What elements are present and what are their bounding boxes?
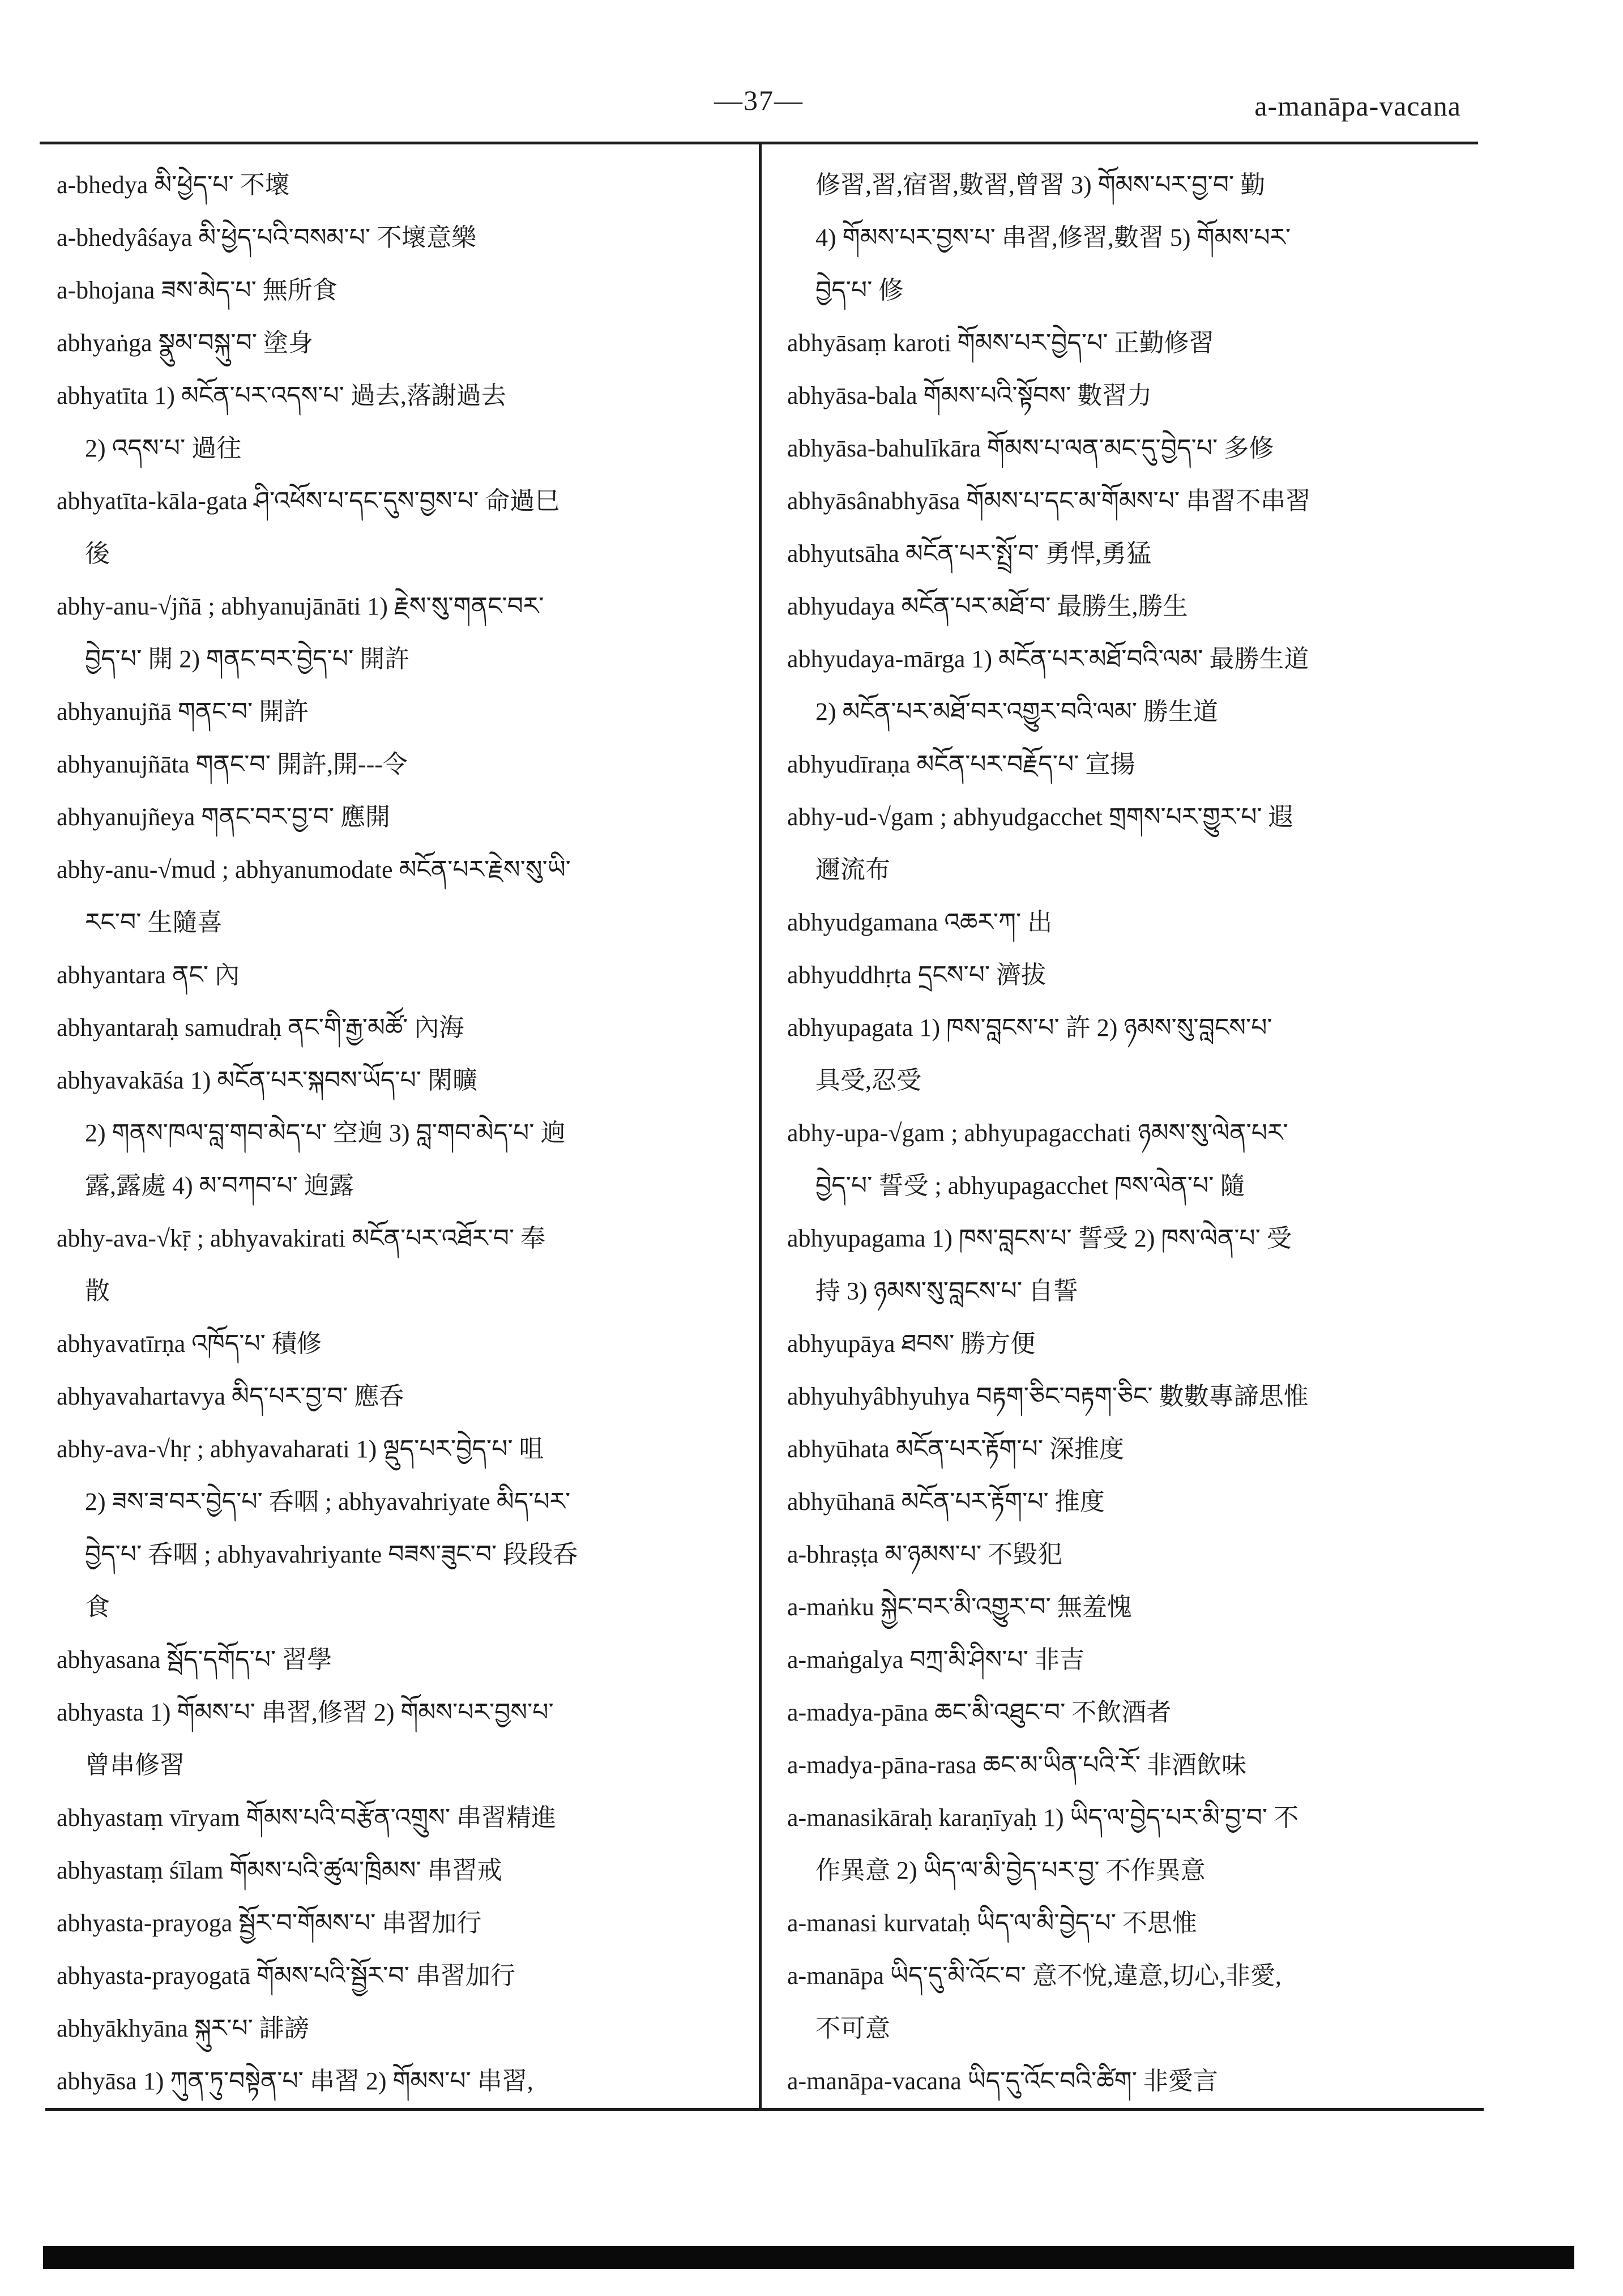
dictionary-line: abhyasana སྦོད་དགོད་པ་ 習學 [57,1646,332,1674]
running-head: a-manāpa-vacana [1254,90,1461,122]
dictionary-line: abhyantaraḥ samudraḥ ནང་གི་རྒྱ་མཚོ་ 內海 [57,1014,464,1042]
dictionary-line: 露,露處 4) མ་བཀབ་པ་ 逈露 [85,1172,354,1200]
dictionary-line: a-manasi kurvataḥ ཡིད་ལ་མི་བྱེད་པ་ 不思惟 [787,1909,1197,1937]
dictionary-line: a-manāpa-vacana ཡིད་དུ་འོང་བའི་ཚིག་ 非愛言 [787,2067,1218,2095]
dictionary-line: a-bhraṣṭa མ་ཉམས་པ་ 不毀犯 [787,1540,1063,1568]
dictionary-line: 食 [85,1593,110,1621]
dictionary-line: 2) ཟས་ཟ་བར་བྱེད་པ་ 呑咽 ; abhyavahriyate མིད་པར་ [85,1488,571,1516]
dictionary-line: a-manasikāraḥ karaṇīyaḥ 1) ཡིད་ལ་བྱེད་པར་མི་བྱ་བ་ 不 [787,1804,1299,1832]
dictionary-line: 不可意 [815,2015,890,2042]
dictionary-line: a-bhedya མི་ཕྱེད་པ་ 不壞 [57,171,290,199]
dictionary-line: abhy-anu-√jñā ; abhyanujānāti 1) རྗེས་སུ་གནང་བར་ [57,592,544,620]
dictionary-line: abhyanujñeya གནང་བར་བྱ་བ་ 應開 [57,803,391,831]
dictionary-line: abhy-ud-√gam ; abhyudgacchet གྲགས་པར་གྱུར་པ་ 遐 [787,803,1293,831]
page-number: —37— [714,84,804,116]
dictionary-line: རང་བ་ 生隨喜 [85,908,223,936]
dictionary-line: abhyantara ནང་ 內 [57,961,240,989]
dictionary-line: abhyasta-prayoga སྦྱོར་བ་གོམས་པ་ 串習加行 [57,1909,482,1937]
dictionary-line: a-madya-pāna ཆང་མི་འཐུང་བ་ 不飲酒者 [787,1698,1172,1726]
dictionary-line: 持 3) ཉམས་སུ་བླངས་པ་ 自誓 [815,1277,1078,1305]
dictionary-line: abhyanujñā གནང་བ་ 開許 [57,698,309,725]
dictionary-line: abhyastaṃ vīryam གོམས་པའི་བརྩོན་འགྲུས་ 串習精進 [57,1804,557,1832]
bottom-band [43,2246,1574,2269]
dictionary-line: abhyuddhṛta དྲངས་པ་ 濟拔 [787,961,1047,989]
dictionary-line: abhyūhanā མངོན་པར་རྟོག་པ་ 推度 [787,1488,1105,1516]
dictionary-line: abhyākhyāna སྐུར་པ་ 誹謗 [57,2015,309,2042]
dictionary-line: abhyatīta 1) མངོན་པར་འདས་པ་ 過去,落謝過去 [57,382,506,409]
dictionary-line: abhyupagama 1) ཁས་བླངས་པ་ 誓受 2) ཁས་ལེན་པ་ 受 [787,1224,1292,1252]
dictionary-line: a-manāpa ཡིད་དུ་མི་འོང་བ་ 意不悅,違意,切心,非愛, [787,1962,1282,1990]
dictionary-line: abhy-ava-√hṛ ; abhyavaharati 1) ལྡུད་པར་བྱེད་པ་ 咀 [57,1435,544,1463]
dictionary-line: a-maṅku སྐྱེང་བར་མི་འགྱུར་བ་ 無羞愧 [787,1593,1132,1621]
dictionary-line: བྱེད་པ་ 修 [815,276,904,304]
dictionary-line: བྱེད་པ་ 開 2) གནང་བར་བྱེད་པ་ 開許 [85,645,410,673]
dictionary-line: a-maṅgalya བཀྲ་མི་ཤིས་པ་ 非吉 [787,1646,1084,1674]
dictionary-line: 2) གནས་ཁལ་བླ་གབ་མེད་པ་ 空逈 3) བླ་གབ་མེད་པ་ 逈 [85,1119,566,1147]
dictionary-line: བྱེད་པ་ 呑咽 ; abhyavahriyante བཟས་ཟུང་བ་ 段段呑 [85,1540,578,1568]
dictionary-line: abhy-ava-√kṝ ; abhyavakirati མངོན་པར་འཐོར་བ་ 奉 [57,1224,546,1252]
dictionary-line: 邇流布 [815,856,890,884]
dictionary-line: a-madya-pāna-rasa ཆང་མ་ཡིན་པའི་རོ་ 非酒飲味 [787,1751,1247,1779]
dictionary-line: a-bhojana ཟས་མེད་པ་ 無所食 [57,276,338,304]
dictionary-line: བྱེད་པ་ 誓受 ; abhyupagacchet ཁས་ལེན་པ་ 隨 [815,1172,1245,1200]
dictionary-line: abhyasta-prayogatā གོམས་པའི་སྦྱོར་བ་ 串習加行 [57,1962,515,1990]
dictionary-line: 曾串修習 [85,1751,185,1779]
right-column [787,159,1478,2107]
dictionary-line: abhyudaya-mārga 1) མངོན་པར་མཐོ་བའི་ལམ་ 最勝生道 [787,645,1309,673]
dictionary-line: abhyudgamana འཆར་ཀ་ 出 [787,908,1053,936]
dictionary-line: abhyutsāha མངོན་པར་སྤྲོ་བ་ 勇悍,勇猛 [787,540,1152,567]
dictionary-line: abhyavahartavya མིད་པར་བྱ་བ་ 應呑 [57,1382,404,1410]
left-column [57,159,748,2107]
dictionary-line: 作異意 2) ཡིད་ལ་མི་བྱེད་པར་བྱ་ 不作異意 [815,1857,1206,1884]
dictionary-line: abhyaṅga སྣུམ་བསྐུ་བ་ 塗身 [57,329,314,357]
dictionary-line: abhyavatīrṇa འཁོད་པ་ 積修 [57,1330,322,1358]
dictionary-line: abhyuhyâbhyuhya བརྟག་ཅིང་བརྟག་ཅིང་ 數數專諦思惟 [787,1382,1309,1410]
dictionary-line: 散 [85,1277,110,1305]
dictionary-line: abhyūhata མངོན་པར་རྟོག་པ་ 深推度 [787,1435,1124,1463]
dictionary-line: abhy-upa-√gam ; abhyupagacchati ཉམས་སུ་ལེན་པར་ [787,1119,1288,1147]
dictionary-line: abhyasta 1) གོམས་པ་ 串習,修習 2) གོམས་པར་བྱས་པ་ [57,1698,554,1726]
dictionary-line: abhyāsaṃ karoti གོམས་པར་བྱེད་པ་ 正勤修習 [787,329,1214,357]
dictionary-line: 4) གོམས་པར་བྱས་པ་ 串習,修習,數習 5) གོམས་པར་ [815,224,1291,251]
dictionary-line: 2) མངོན་པར་མཐོ་བར་འགྱུར་བའི་ལམ་ 勝生道 [815,698,1218,725]
dictionary-line: abhyāsa 1) ཀུན་ཏུ་བསྟེན་པ་ 串習 2) གོམས་པ་ 串習, [57,2067,533,2095]
dictionary-line: abhy-anu-√mud ; abhyanumodate མངོན་པར་རྗེས་སུ་ཡི་ [57,856,571,884]
bottom-rule [45,2108,1484,2111]
dictionary-line: a-bhedyâśaya མི་ཕྱེད་པའི་བསམ་པ་ 不壞意樂 [57,224,477,251]
dictionary-line: abhyavakāśa 1) མངོན་པར་སྐབས་ཡོད་པ་ 閑曠 [57,1066,478,1094]
dictionary-line: abhyatīta-kāla-gata ཤི་འཕོས་པ་དང་དུས་བྱས་པ་ 命過巳 [57,487,560,515]
dictionary-line: abhyāsa-bala གོམས་པའི་སྟོབས་ 數習力 [787,382,1152,409]
column-divider [759,142,762,2110]
dictionary-line: abhyāsânabhyāsa གོམས་པ་དང་མ་གོམས་པ་ 串習不串習 [787,487,1311,515]
dictionary-line: abhyupāya ཐབས་ 勝方便 [787,1330,1036,1358]
dictionary-line: abhyanujñāta གནང་བ་ 開許,開---令 [57,750,408,778]
dictionary-line: abhyudaya མངོན་པར་མཐོ་བ་ 最勝生,勝生 [787,592,1188,620]
dictionary-line: abhyudīraṇa མངོན་པར་བརྗོད་པ་ 宣揚 [787,750,1135,778]
dictionary-line: 具受,忍受 [815,1066,921,1094]
dictionary-line: 2) འདས་པ་ 過往 [85,434,242,462]
dictionary-line: 後 [85,540,110,567]
dictionary-line: abhyāsa-bahulīkāra གོམས་པ་ལན་མང་དུ་བྱེད་པ་ 多修 [787,434,1274,462]
dictionary-line: abhyupagata 1) ཁས་བླངས་པ་ 許 2) ཉམས་སུ་བླངས་པ་ [787,1014,1272,1042]
dictionary-line: abhyastaṃ śīlam གོམས་པའི་ཚུལ་ཁྲིམས་ 串習戒 [57,1857,502,1884]
dictionary-line: 修習,習,宿習,數習,曾習 3) གོམས་པར་བྱ་བ་ 勤 [815,171,1266,199]
